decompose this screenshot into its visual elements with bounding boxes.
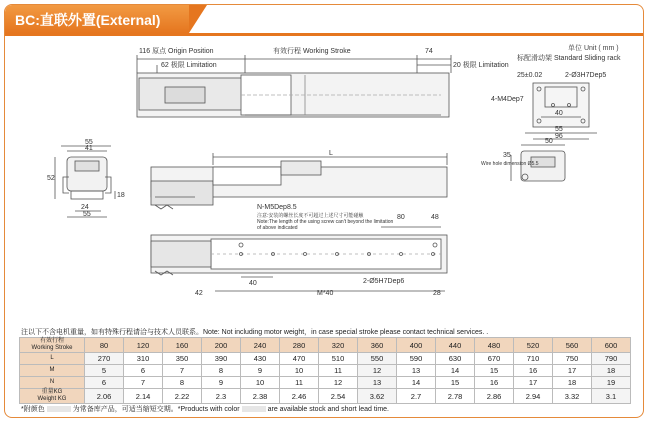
table-cell: 470 bbox=[280, 353, 319, 365]
table-cell: 11 bbox=[280, 377, 319, 389]
table-cell: 2.78 bbox=[436, 389, 475, 404]
table-cell: 2.86 bbox=[475, 389, 514, 404]
table-cell: 16 bbox=[514, 365, 553, 377]
end-dim-18: 18 bbox=[117, 192, 125, 199]
rack-dim-40: 40 bbox=[555, 110, 563, 117]
table-cell: 510 bbox=[319, 353, 358, 365]
table-cell: 3.32 bbox=[553, 389, 592, 404]
table-cell: 18 bbox=[592, 365, 631, 377]
table-cell: 15 bbox=[475, 365, 514, 377]
rack-dim-25: 25±0.02 bbox=[517, 72, 543, 79]
table-cell: 16 bbox=[475, 377, 514, 389]
end-dim-41: 41 bbox=[85, 145, 93, 152]
table-cell: 18 bbox=[553, 377, 592, 389]
table-cell: 240 bbox=[241, 338, 280, 353]
table-cell: 19 bbox=[592, 377, 631, 389]
footnote-suffix: are available stock and short lead time. bbox=[267, 406, 389, 413]
table-header-row bbox=[20, 338, 631, 353]
table-cell: 600 bbox=[592, 338, 631, 353]
table-cell: 550 bbox=[358, 353, 397, 365]
technical-drawing bbox=[5, 5, 644, 325]
dim-limit-left: 62 极限 Limitation bbox=[161, 62, 217, 69]
table-row bbox=[20, 377, 631, 389]
table-cell: 390 bbox=[202, 353, 241, 365]
row-header-label-en: Weight KG bbox=[37, 396, 67, 402]
row-header bbox=[20, 365, 85, 377]
table-cell: 9 bbox=[241, 365, 280, 377]
dim-n-m5: N-M5Dep8.5 bbox=[257, 204, 297, 211]
table-cell: 440 bbox=[436, 338, 475, 353]
table-cell: 750 bbox=[553, 353, 592, 365]
table-cell: 430 bbox=[241, 353, 280, 365]
table-cell: 630 bbox=[436, 353, 475, 365]
table-cell: 2.3 bbox=[202, 389, 241, 404]
bot-dim-28: 28 bbox=[433, 290, 441, 297]
dim-limit-right: 20 极限 Limitation bbox=[453, 62, 509, 69]
bot-dim-hole: 2-Ø5H7Dep6 bbox=[363, 278, 405, 285]
rack-title: 标配滑动架 Standard Sliding rack bbox=[517, 55, 621, 62]
end-dim-52: 52 bbox=[47, 175, 55, 182]
dim-74: 74 bbox=[425, 48, 433, 55]
table-cell: 520 bbox=[514, 338, 553, 353]
table-row bbox=[20, 365, 631, 377]
bot-dim-80: 80 bbox=[397, 214, 405, 221]
table-cell: 350 bbox=[163, 353, 202, 365]
row-header bbox=[20, 377, 85, 389]
table-cell: 2.14 bbox=[124, 389, 163, 404]
row-header bbox=[20, 389, 85, 404]
table-cell: 6 bbox=[85, 377, 124, 389]
stock-color-swatch bbox=[47, 406, 71, 412]
table-cell: 9 bbox=[202, 377, 241, 389]
dim-L: L bbox=[329, 150, 333, 157]
table-cell: 17 bbox=[553, 365, 592, 377]
table-cell: 280 bbox=[280, 338, 319, 353]
table-cell: 400 bbox=[397, 338, 436, 353]
table-cell: 6 bbox=[124, 365, 163, 377]
table-cell: 710 bbox=[514, 353, 553, 365]
table-cell: 560 bbox=[553, 338, 592, 353]
screw-note-en: Note:The length of the using screw can't beyond the limitation bbox=[257, 219, 394, 225]
table-cell: 480 bbox=[475, 338, 514, 353]
table-cell: 2.38 bbox=[241, 389, 280, 404]
table-cell: 13 bbox=[358, 377, 397, 389]
table-cell: 12 bbox=[319, 377, 358, 389]
table-cell: 2.06 bbox=[85, 389, 124, 404]
table-cell: 2.54 bbox=[319, 389, 358, 404]
stock-color-swatch-en bbox=[242, 406, 266, 412]
table-cell: 3.1 bbox=[592, 389, 631, 404]
bot-dim-42: 42 bbox=[195, 290, 203, 297]
table-cell: 11 bbox=[319, 365, 358, 377]
table-cell: 270 bbox=[85, 353, 124, 365]
table-cell: 590 bbox=[397, 353, 436, 365]
footnote bbox=[21, 404, 389, 414]
table-cell: 15 bbox=[436, 377, 475, 389]
end-dim-24: 24 bbox=[81, 204, 89, 211]
table-cell: 13 bbox=[397, 365, 436, 377]
table-cell: 790 bbox=[592, 353, 631, 365]
table-cell: 10 bbox=[280, 365, 319, 377]
screw-note-en2: of above indicated bbox=[257, 225, 298, 231]
table-cell: 360 bbox=[358, 338, 397, 353]
right-dim-35: 35 bbox=[503, 152, 511, 159]
table-row bbox=[20, 353, 631, 365]
table-cell: 120 bbox=[124, 338, 163, 353]
row-header-label: N bbox=[49, 379, 55, 385]
spec-note: 注以下不含电机重量，如有特殊行程请洽与技术人员联系。Note: Not including motor weight，in case special stroke please contact technical services. . bbox=[21, 329, 489, 336]
table-cell: 3.62 bbox=[358, 389, 397, 404]
bot-dim-40: 40 bbox=[249, 280, 257, 287]
table-row bbox=[20, 389, 631, 404]
table-cell: 12 bbox=[358, 365, 397, 377]
footnote-middle: 为常备库产品，可适当缩短交期。*Products with color bbox=[72, 406, 240, 413]
table-cell: 8 bbox=[202, 365, 241, 377]
table-cell: 7 bbox=[124, 377, 163, 389]
end-dim-55: 55 bbox=[85, 139, 93, 146]
dim-origin: 116 原点 Origin Position bbox=[139, 48, 214, 55]
table-cell: 5 bbox=[85, 365, 124, 377]
dim-working-stroke: 有效行程 Working Stroke bbox=[273, 48, 351, 55]
row-header-label: L bbox=[50, 355, 54, 361]
screw-note-cn: 注意:安装的螺丝长度不可超过上述尺寸可能碰触 bbox=[257, 213, 364, 219]
table-cell: 8 bbox=[163, 377, 202, 389]
table-cell: 670 bbox=[475, 353, 514, 365]
right-wire-note: Wire hole dimension Ø5.5 bbox=[481, 161, 539, 167]
table-cell: 7 bbox=[163, 365, 202, 377]
rack-dim-55: 55 bbox=[555, 126, 563, 133]
row-header bbox=[20, 353, 85, 365]
bot-dim-48: 48 bbox=[431, 214, 439, 221]
table-cell: 310 bbox=[124, 353, 163, 365]
rack-dim-hole: 2-Ø3H7Dep5 bbox=[565, 72, 607, 79]
table-cell: 14 bbox=[397, 377, 436, 389]
rack-dim-m4: 4-M4Dep7 bbox=[491, 96, 524, 103]
row-header bbox=[20, 338, 85, 353]
rack-dim-96: 96 bbox=[555, 133, 563, 140]
row-header-label: 有效行程 bbox=[39, 338, 64, 344]
footnote-prefix: *附颜色 bbox=[21, 406, 45, 413]
row-header-label-en: Working Stroke bbox=[31, 345, 73, 351]
table-cell: 2.94 bbox=[514, 389, 553, 404]
row-header-label: 重量KG bbox=[41, 389, 63, 395]
table-cell: 17 bbox=[514, 377, 553, 389]
spec-table bbox=[19, 337, 631, 404]
bot-dim-M40: M*40 bbox=[317, 290, 334, 297]
table-cell: 2.22 bbox=[163, 389, 202, 404]
right-dim-50: 50 bbox=[545, 138, 553, 145]
table-cell: 80 bbox=[85, 338, 124, 353]
row-header-label: M bbox=[49, 367, 55, 373]
page-title: BC:直联外置(External) bbox=[15, 12, 161, 28]
table-cell: 14 bbox=[436, 365, 475, 377]
unit-note: 单位 Unit ( mm ) bbox=[568, 45, 619, 52]
table-cell: 2.46 bbox=[280, 389, 319, 404]
table-cell: 200 bbox=[202, 338, 241, 353]
table-cell: 10 bbox=[241, 377, 280, 389]
table-cell: 2.7 bbox=[397, 389, 436, 404]
table-cell: 160 bbox=[163, 338, 202, 353]
product-page-frame bbox=[4, 4, 644, 418]
side-view-drawing bbox=[151, 153, 447, 209]
table-cell: 320 bbox=[319, 338, 358, 353]
end-dim-55b: 55 bbox=[83, 211, 91, 218]
